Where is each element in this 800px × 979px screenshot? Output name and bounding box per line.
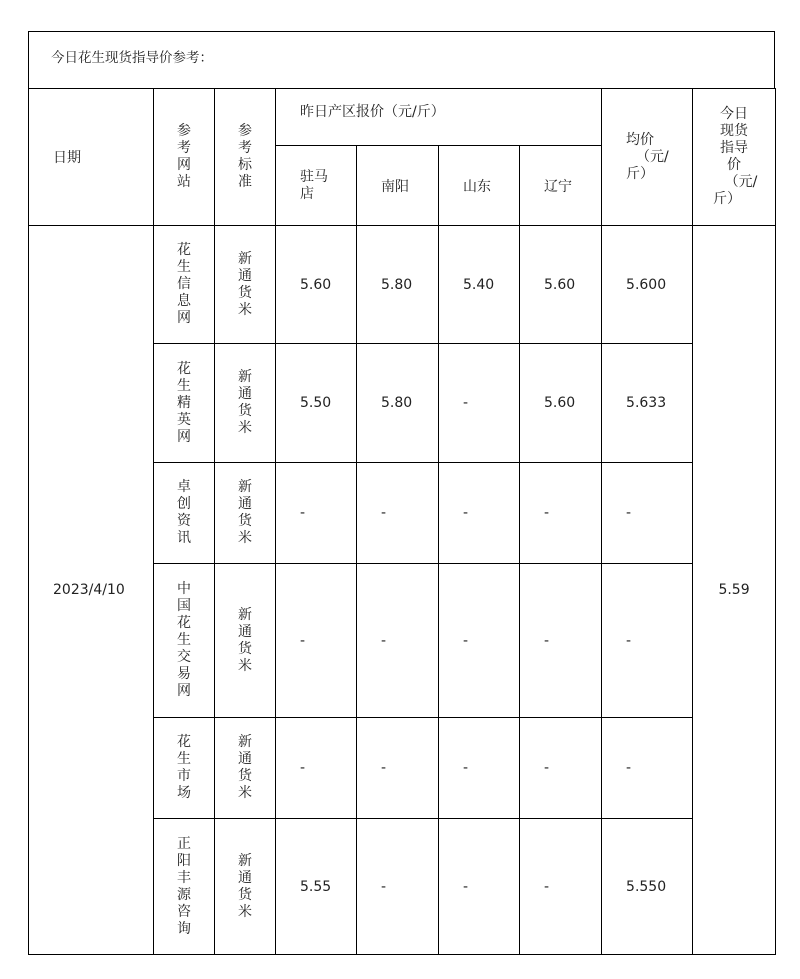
standard-cell <box>215 344 276 463</box>
table-row <box>29 226 776 344</box>
header-standard-text: 参考标准 <box>238 123 252 190</box>
price-liaoning: 5.60 <box>520 226 602 344</box>
site-cell <box>154 564 215 718</box>
header-site-text: 参考网站 <box>177 123 191 190</box>
avg-cell: 5.600 <box>602 226 693 344</box>
standard-cell <box>215 718 276 819</box>
price-liaoning: 5.60 <box>520 344 602 463</box>
standard-cell <box>215 226 276 344</box>
price-nanyang: - <box>357 819 439 955</box>
standard-text: 新通货米 <box>238 734 252 801</box>
standard-text: 新通货米 <box>238 250 252 318</box>
table-caption <box>28 31 775 88</box>
header-guide-line1: 今日现货指导价 <box>720 106 749 173</box>
site-cell <box>154 819 215 955</box>
price-zhumadian: - <box>276 718 357 819</box>
price-nanyang: - <box>357 718 439 819</box>
price-nanyang: 5.80 <box>357 344 439 463</box>
price-zhumadian: 5.50 <box>276 344 357 463</box>
price-zhumadian: 5.55 <box>276 819 357 955</box>
header-avg-line1: 均价 <box>626 131 655 148</box>
header-region-0 <box>276 146 357 226</box>
standard-text: 新通货米 <box>238 369 252 436</box>
site-text: 卓创资讯 <box>177 479 191 546</box>
avg-cell: 5.550 <box>602 819 693 955</box>
caption-text: 今日花生现货指导价参考： <box>51 50 213 66</box>
date-cell: 2023/4/10 <box>29 226 154 955</box>
site-text: 花生市场 <box>177 734 191 801</box>
header-region-0-text: 驻马店 <box>300 168 328 202</box>
standard-cell <box>215 564 276 718</box>
header-yesterday-group: 昨日产区报价（元/斤） <box>276 89 602 146</box>
price-liaoning: - <box>520 819 602 955</box>
standard-cell <box>215 463 276 564</box>
price-shandong: - <box>439 344 520 463</box>
standard-cell <box>215 819 276 955</box>
header-region-1: 南阳 <box>357 146 439 226</box>
price-nanyang: - <box>357 564 439 718</box>
site-text: 中国花生交易网 <box>177 581 191 699</box>
header-region-2: 山东 <box>439 146 520 226</box>
header-guide <box>693 89 776 226</box>
header-standard <box>215 89 276 226</box>
price-shandong: - <box>439 819 520 955</box>
site-text: 正阳丰源咨询 <box>177 835 191 937</box>
header-region-3: 辽宁 <box>520 146 602 226</box>
price-shandong: - <box>439 564 520 718</box>
price-nanyang: 5.80 <box>357 226 439 344</box>
price-zhumadian: - <box>276 564 357 718</box>
avg-cell: 5.633 <box>602 344 693 463</box>
price-shandong: - <box>439 463 520 564</box>
header-guide-line2: （元/ <box>724 174 758 190</box>
header-date: 日期 <box>29 89 154 226</box>
guide-price-cell: 5.59 <box>693 226 776 955</box>
standard-text: 新通货米 <box>238 479 252 546</box>
price-table-container <box>28 31 775 955</box>
avg-cell: - <box>602 564 693 718</box>
site-cell <box>154 226 215 344</box>
price-liaoning: - <box>520 718 602 819</box>
site-cell <box>154 718 215 819</box>
header-avg-line3: 斤） <box>626 165 655 182</box>
header-avg <box>602 89 693 226</box>
price-shandong: 5.40 <box>439 226 520 344</box>
standard-text: 新通货米 <box>238 852 252 920</box>
price-zhumadian: - <box>276 463 357 564</box>
price-nanyang: - <box>357 463 439 564</box>
site-text: 花生信息网 <box>177 242 191 326</box>
price-shandong: - <box>439 718 520 819</box>
price-table <box>28 88 776 955</box>
avg-cell: - <box>602 463 693 564</box>
site-cell <box>154 344 215 463</box>
price-liaoning: - <box>520 564 602 718</box>
site-cell <box>154 463 215 564</box>
standard-text: 新通货米 <box>238 606 252 674</box>
price-zhumadian: 5.60 <box>276 226 357 344</box>
price-liaoning: - <box>520 463 602 564</box>
header-avg-line2: （元/ <box>636 148 669 165</box>
header-row-1 <box>29 89 776 146</box>
header-site <box>154 89 215 226</box>
header-guide-line3: 斤） <box>713 191 742 207</box>
avg-cell: - <box>602 718 693 819</box>
site-text: 花生精英网 <box>177 360 191 445</box>
